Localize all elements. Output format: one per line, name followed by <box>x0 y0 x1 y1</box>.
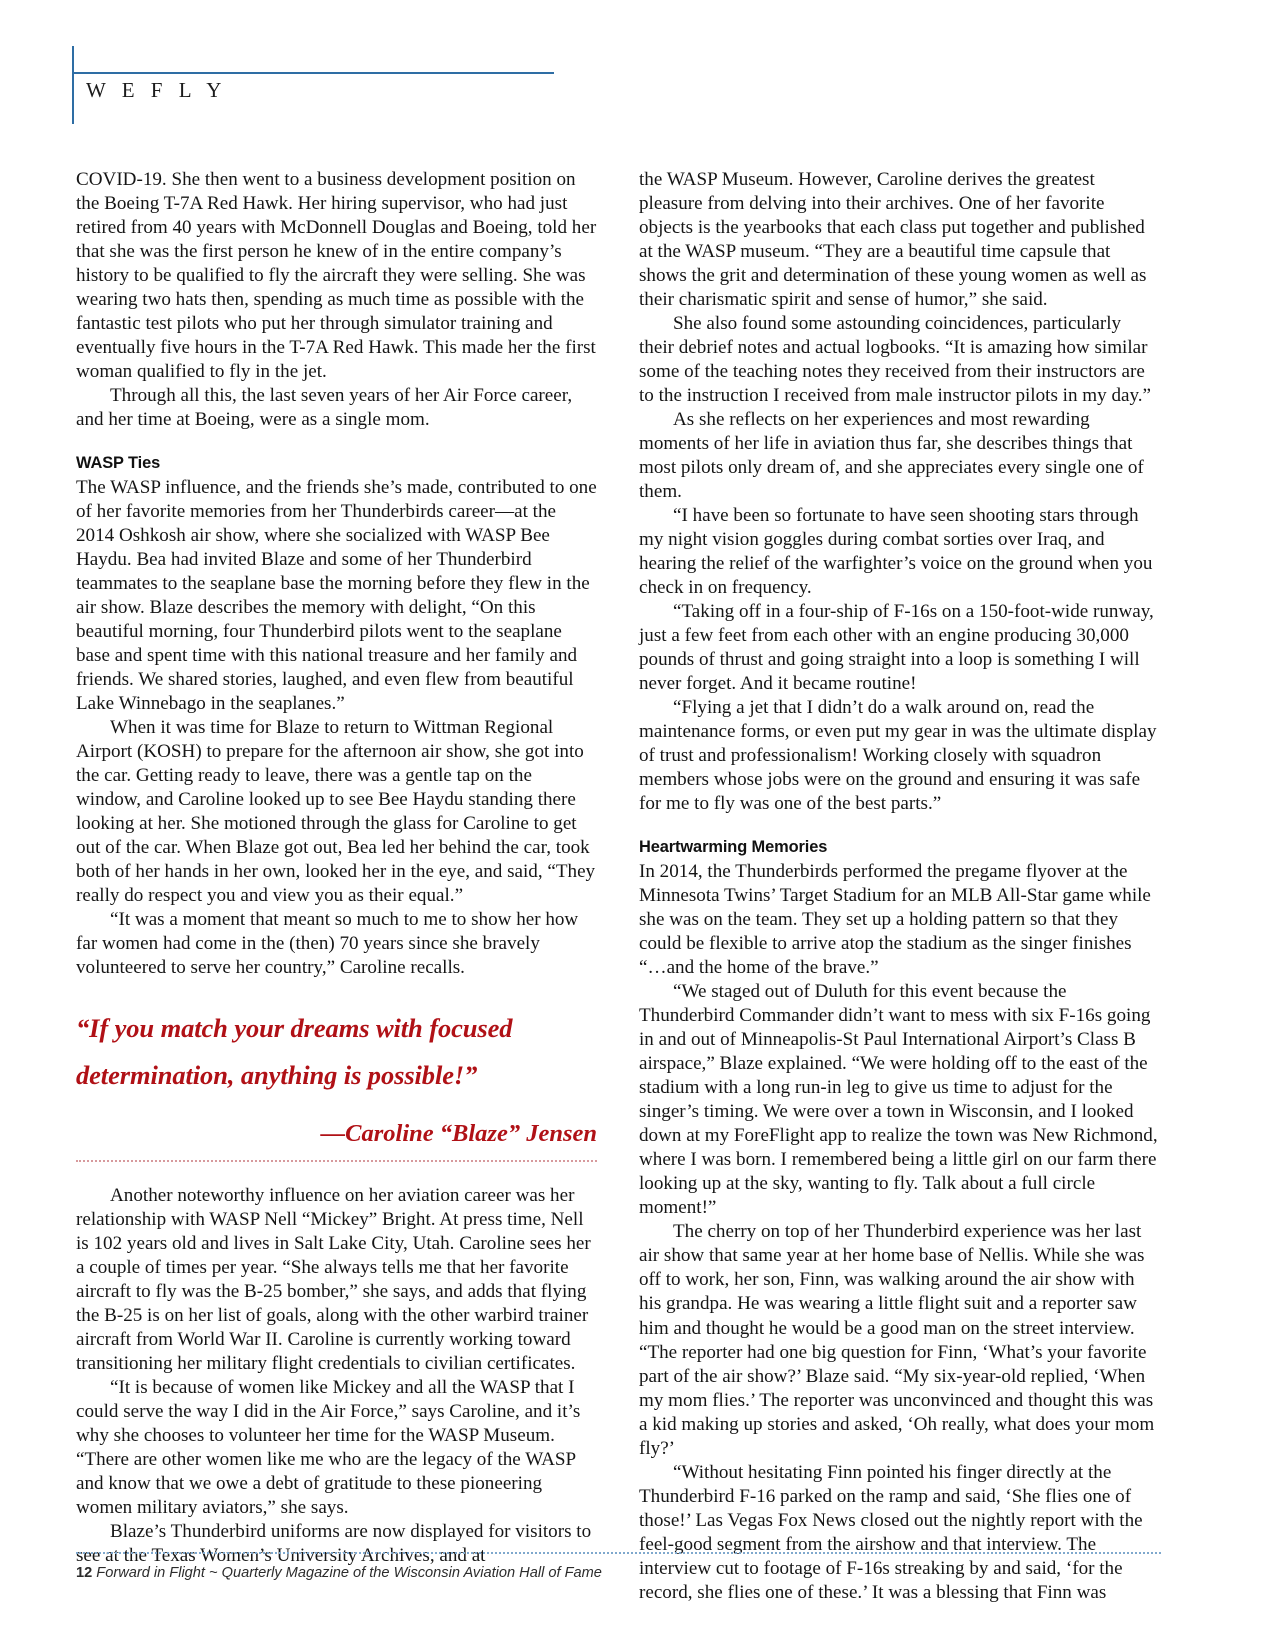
footer-line <box>76 1565 1161 1581</box>
paragraph: Blaze’s Thunderbird uniforms are now displayed for visitors to see at the Texas Women’s University Archives, and at <box>76 1521 592 1567</box>
pull-quote-divider <box>76 1160 597 1162</box>
paragraph: “Without hesitating Finn pointed his finger directly at the Thunderbird F-16 parked on the ramp and said, ‘She flies one of those!’ Las Vegas Fox News closed out the nightly report with the feel-good segment from the airshow and that interview. The interview cut to footage of F-16s streaking by and said, ‘for the record, she flies one of these.’ It was a blessing that Finn was <box>639 1461 1143 1603</box>
page-number: 12 <box>76 1565 93 1581</box>
paragraph: In 2014, the Thunderbirds performed the pregame flyover at the Minnesota Twins’ Target Stadium for an MLB All-Star game while she was on the team. They set up a holding pattern so that they could be flexible to arrive atop the stadium as the singer finishes “…and the home of the brave.” <box>639 861 1151 979</box>
paragraph: the WASP Museum. However, Caroline derives the greatest pleasure from delving into their archives. One of her favorite objects is the yearbooks that each class put together and published at the WASP museum. “They are a beautiful time capsule that shows the grit and determination of these young women as well as their charismatic spirit and sense of humor,” she said. <box>639 169 1147 311</box>
pull-quote: “If you match your dreams with focused determination, anything is possible!” <box>76 1013 513 1090</box>
paragraph: The WASP influence, and the friends she’s made, contributed to one of her favorite memories from her Thunderbirds career—at the 2014 Oshkosh air show, where she socialized with WASP Bee Haydu. Bea had invited Blaze and some of her Thunderbird teammates to the seaplane base the morning before they flew in the air show. Blaze describes the memory with delight, “On this beautiful morning, four Thunderbird pilots went to the seaplane base and spent time with this national treasure and her family and friends. We shared stories, laughed, and even flew from beautiful Lake Winnebago in the seaplanes.” <box>76 476 597 715</box>
paragraph: The cherry on top of her Thunderbird experience was her last air show that same year at her home base of Nellis. While she was off to work, her son, Finn, was walking around the air show with his grandpa. He was wearing a little flight suit and a reporter saw him and thought he would be a good man on the street interview. “The reporter had one big question for Finn, ‘What’s your favorite part of the air show?’ Blaze said. “My six-year-old replied, ‘When my mom flies.’ The reporter was unconvinced and thought this was a kid making up stories and asked, ‘Oh really, what does your mom fly?’ <box>639 1221 1155 1459</box>
section-heading-wasp-ties: WASP Ties <box>76 454 161 473</box>
paragraph: “Taking off in a four-ship of F-16s on a 150-foot-wide runway, just a few feet from each other with an engine producing 30,000 pounds of thrust and going straight into a loop is something I will never forget. And it became routine! <box>639 601 1154 695</box>
page-footer <box>76 1552 1161 1581</box>
running-head-title: W E F L Y <box>86 78 227 102</box>
paragraph: COVID-19. She then went to a business development position on the Boeing T-7A Red Hawk. Her hiring supervisor, who had just retired from 40 years with McDonnell Douglas and Boeing, told her that she was the first person he knew of in the entire company’s history to be qualified to fly the aircraft they were selling. She was wearing two hats then, spending as much time as possible with the fantastic test pilots who put her through simulator training and eventually five hours in the T-7A Red Hawk. This made her the first woman qualified to fly in the jet. <box>76 169 597 383</box>
paragraph: Another noteworthy influence on her aviation career was her relationship with WASP Nell “Mickey” Bright. At press time, Nell is 102 years old and lives in Salt Lake City, Utah. Caroline sees her a couple of times per year. “She always tells me that her favorite aircraft to fly was the B-25 bomber,” she says, and adds that flying the B-25 is on her list of goals, along with the other warbird trainer aircraft from World War II. Caroline is currently working toward transitioning her military flight credentials to civilian certificates. <box>76 1184 591 1375</box>
paragraph: “We staged out of Duluth for this event because the Thunderbird Commander didn’t want to mess with six F-16s going in and out of Minneapolis-St Paul International Airport’s Class B airspace,” Blaze explained. “We were holding off to the east of the stadium with a long run-in leg to give us time to adjust for the singer’s timing. We were over a town in Wisconsin, and I looked down at my ForeFlight app to realize the town was New Richmond, where I was born. I remembered being a little girl on our farm there looking up at the sky, wanting to fly. Talk about a full circle moment!” <box>639 981 1158 1219</box>
publication-title: Forward in Flight ~ Quarterly Magazine of the Wisconsin Aviation Hall of Fame <box>96 1565 602 1581</box>
section-heading-heartwarming-memories: Heartwarming Memories <box>639 838 828 857</box>
left-column <box>76 168 597 1567</box>
paragraph: When it was time for Blaze to return to Wittman Regional Airport (KOSH) to prepare for the afternoon air show, she got into the car. Getting ready to leave, there was a gentle tap on the window, and Caroline looked up to see Bee Haydu standing there looking at her. She motioned through the glass for Caroline to get out of the car. When Blaze got out, Bea led her behind the car, took both of her hands in her own, looked her in the eye, and said, “They really do respect you and view you as their equal.” <box>76 717 596 907</box>
running-head-vertical-rule <box>72 46 74 124</box>
running-head <box>72 46 1160 134</box>
paragraph: “It is because of women like Mickey and all the WASP that I could serve the way I did in the Air Force,” says Caroline, and it’s why she chooses to volunteer her time for the WASP Museum. “There are other women like me who are the legacy of the WASP and know that we owe a debt of gratitude to these pioneering women military aviators,” she says. <box>76 1377 581 1519</box>
paragraph: “Flying a jet that I didn’t do a walk around on, read the maintenance forms, or even put my gear in was the ultimate display of trust and professionalism! Working closely with squadron members whose jobs were on the ground and ensuring it was safe for me to fly was one of the best parts.” <box>639 697 1157 815</box>
paragraph: As she reflects on her experiences and most rewarding moments of her life in aviation thus far, she describes things that most pilots only dream of, and she appreciates every single one of them. <box>639 409 1144 503</box>
paragraph: Through all this, the last seven years of her Air Force career, and her time at Boeing, were as a single mom. <box>76 385 573 431</box>
paragraph: “I have been so fortunate to have seen shooting stars through my night vision goggles during combat sorties over Iraq, and hearing the relief of the warfighter’s voice on the ground when you check in on frequency. <box>639 505 1153 599</box>
paragraph: She also found some astounding coincidences, particularly their debrief notes and actual logbooks. “It is amazing how similar some of the teaching notes they received from their instructors are to the instruction I received from male instructor pilots in my day.” <box>639 313 1152 407</box>
footer-divider <box>76 1552 1161 1554</box>
pull-quote-attribution: —Caroline “Blaze” Jensen <box>320 1119 597 1147</box>
paragraph: “It was a moment that meant so much to me to show her how far women had come in the (then) 70 years since she bravely volunteered to serve her country,” Caroline recalls. <box>76 909 579 979</box>
right-column <box>639 168 1160 1603</box>
running-head-horizontal-rule <box>72 72 554 74</box>
